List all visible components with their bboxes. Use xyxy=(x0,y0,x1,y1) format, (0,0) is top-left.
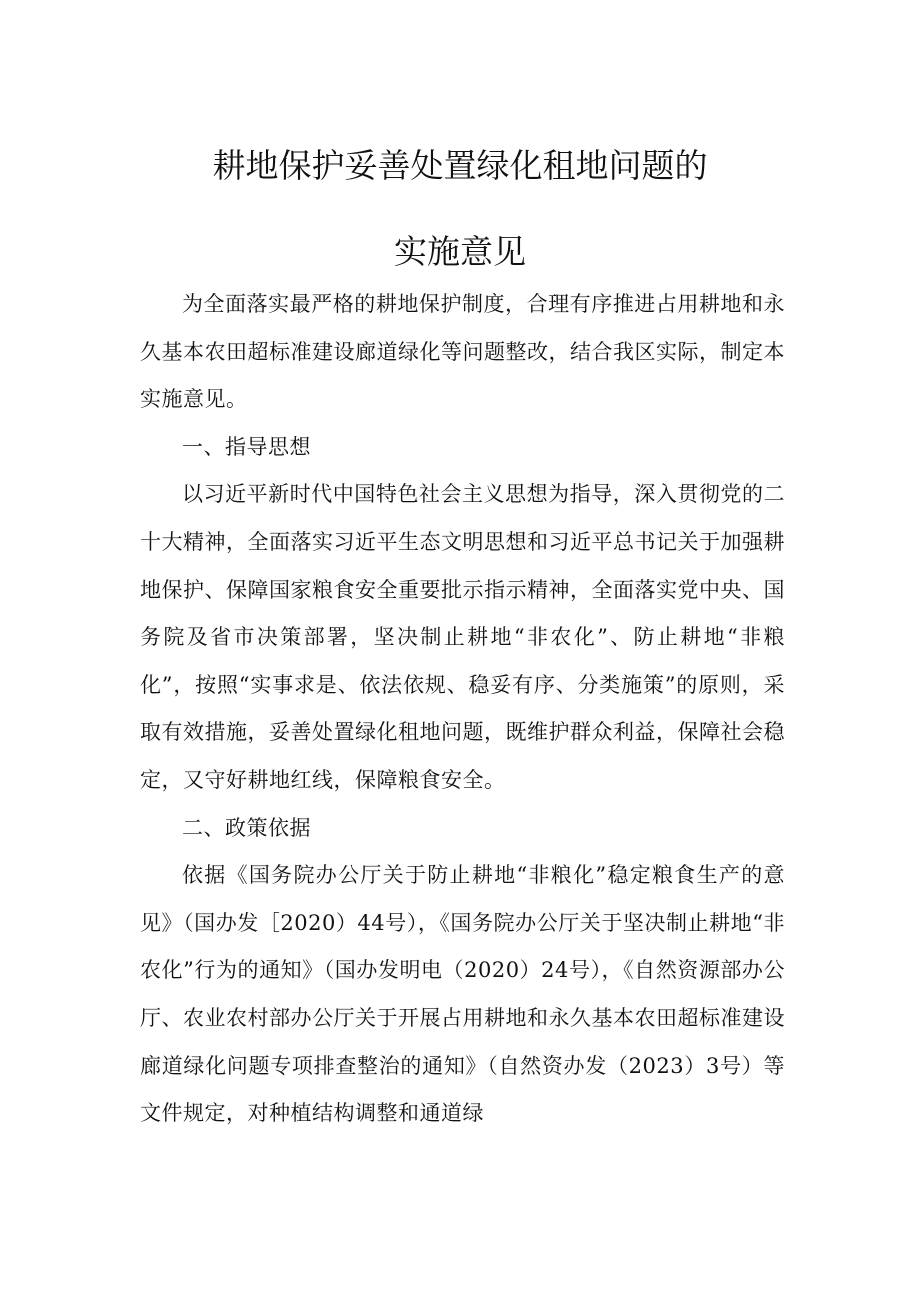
document-title-line-2: 实施意见 xyxy=(394,232,526,271)
section-heading-policy-basis: 二、政策依据 xyxy=(182,815,311,840)
section-heading-guiding-ideology: 一、指导思想 xyxy=(182,434,311,459)
intro-paragraph: 为全面落实最严格的耕地保护制度，合理有序推进占用耕地和永久基本农田超标准建设廊道绿化等问题整改，结合我区实际，制定本实施意见。 xyxy=(140,292,785,412)
guiding-ideology-paragraph: 以习近平新时代中国特色社会主义思想为指导，深入贯彻党的二十大精神，全面落实习近平生态文明思想和习近平总书记关于加强耕地保护、保障国家粮食安全重要批示指示精神，全面落实党中央、国务院及省市决策部署，坚决制止耕地“非农化”、防止耕地“非粮化”，按照“实事求是、依法依规、稳妥有序、分类施策”的原则，采取有效措施，妥善处置绿化租地问题，既维护群众利益，保障社会稳定，又守好耕地红线，保障粮食安全。 xyxy=(140,482,785,792)
document-title-line-1: 耕地保护妥善处置绿化租地问题的 xyxy=(212,146,708,185)
document-body xyxy=(140,281,785,1138)
policy-basis-paragraph: 依据《国务院办公厅关于防止耕地“非粮化”稳定粮食生产的意见》（国办发［2020）44号），《国务院办公厅关于坚决制止耕地“非农化”行为的通知》（国办发明电（2020）24号），《自然资源部办公厅、农业农村部办公厅关于开展占用耕地和永久基本农田超标准建设廊道绿化问题专项排查整治的通知》（自然资办发（2023）3号）等文件规定，对种植结构调整和通道绿 xyxy=(140,863,785,1126)
